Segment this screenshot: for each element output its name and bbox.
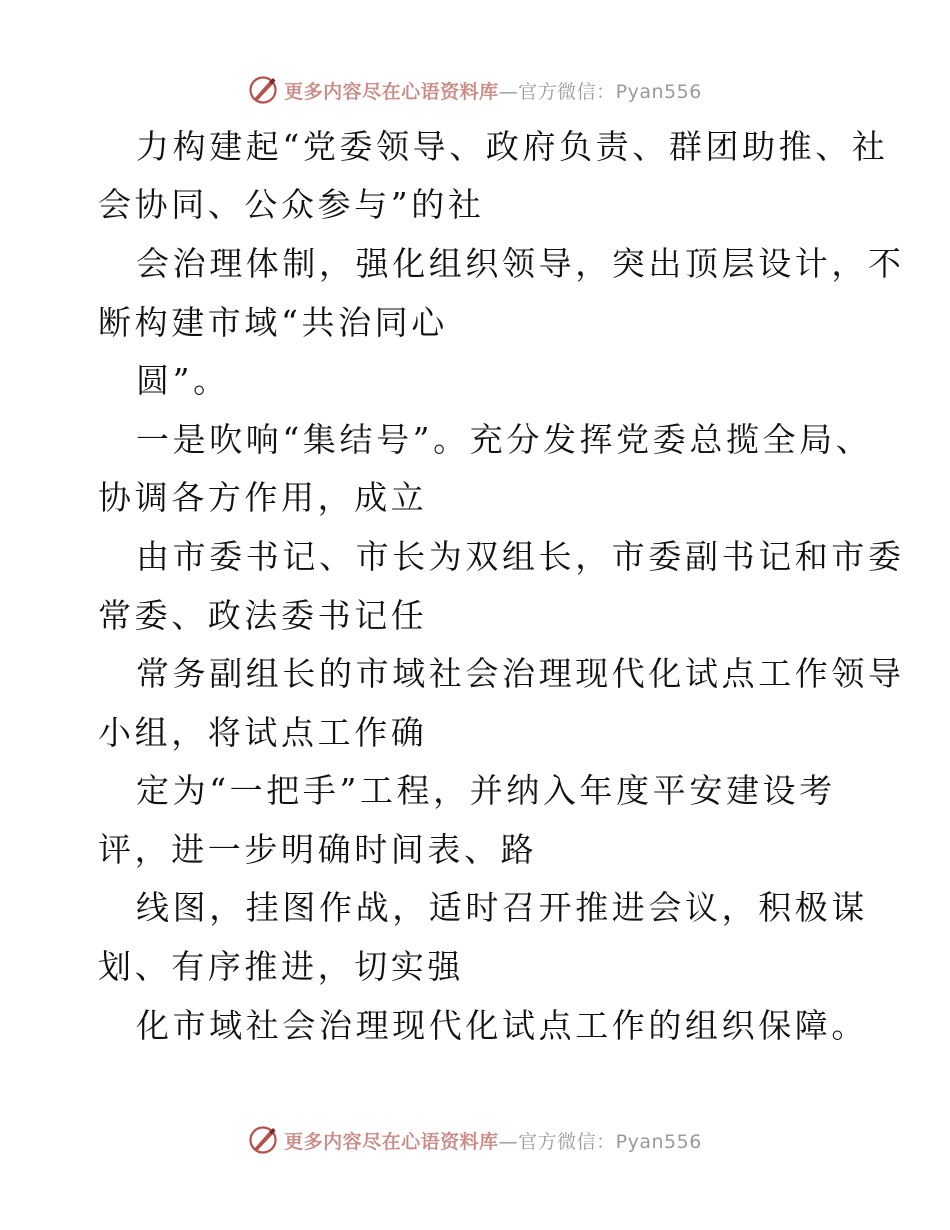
text-line: 评，进一步明确时间表、路 bbox=[98, 830, 538, 869]
text-line: 一是吹响“集结号”。充分发挥党委总揽全局、 bbox=[136, 420, 873, 459]
text-line: 力构建起“党委领导、政府负责、群团助推、社 bbox=[136, 127, 889, 166]
text-line: 划、有序推进，切实强 bbox=[98, 947, 464, 986]
banner-wechat: 官方微信：Pyan556 bbox=[518, 1130, 702, 1153]
text-line: 断构建市域“共治同心 bbox=[98, 303, 448, 342]
text-line: 常委、政法委书记任 bbox=[98, 596, 428, 635]
text-line: 协调各方作用，成立 bbox=[98, 478, 428, 517]
text-line: 会治理体制，强化组织领导，突出顶层设计，不 bbox=[136, 244, 905, 283]
banner-text bbox=[284, 77, 702, 104]
text-line: 会协同、公众参与”的社 bbox=[98, 185, 485, 224]
text-line: 小组，将试点工作确 bbox=[98, 713, 428, 752]
pen-logo-icon bbox=[248, 1125, 278, 1155]
text-line: 定为“一把手”工程，并纳入年度平安建设考 bbox=[136, 771, 836, 810]
text-line: 圆”。 bbox=[136, 361, 230, 400]
text-line: 由市委书记、市长为双组长，市委副书记和市委 bbox=[136, 537, 905, 576]
text-line: 常务副组长的市域社会治理现代化试点工作领导 bbox=[136, 654, 905, 693]
text-line: 化市域社会治理现代化试点工作的组织保障。 bbox=[136, 1006, 868, 1045]
banner-text bbox=[284, 1127, 702, 1154]
banner-wechat: 官方微信：Pyan556 bbox=[518, 80, 702, 103]
banner-dash: — bbox=[498, 1130, 519, 1153]
banner-site-name: 更多内容尽在心语资料库 bbox=[284, 80, 499, 103]
footer-banner bbox=[0, 1122, 950, 1158]
header-banner bbox=[0, 72, 950, 108]
pen-logo-icon bbox=[248, 75, 278, 105]
text-line: 线图，挂图作战，适时召开推进会议，积极谋 bbox=[136, 888, 868, 927]
banner-site-name: 更多内容尽在心语资料库 bbox=[284, 1130, 499, 1153]
banner-dash: — bbox=[498, 80, 519, 103]
